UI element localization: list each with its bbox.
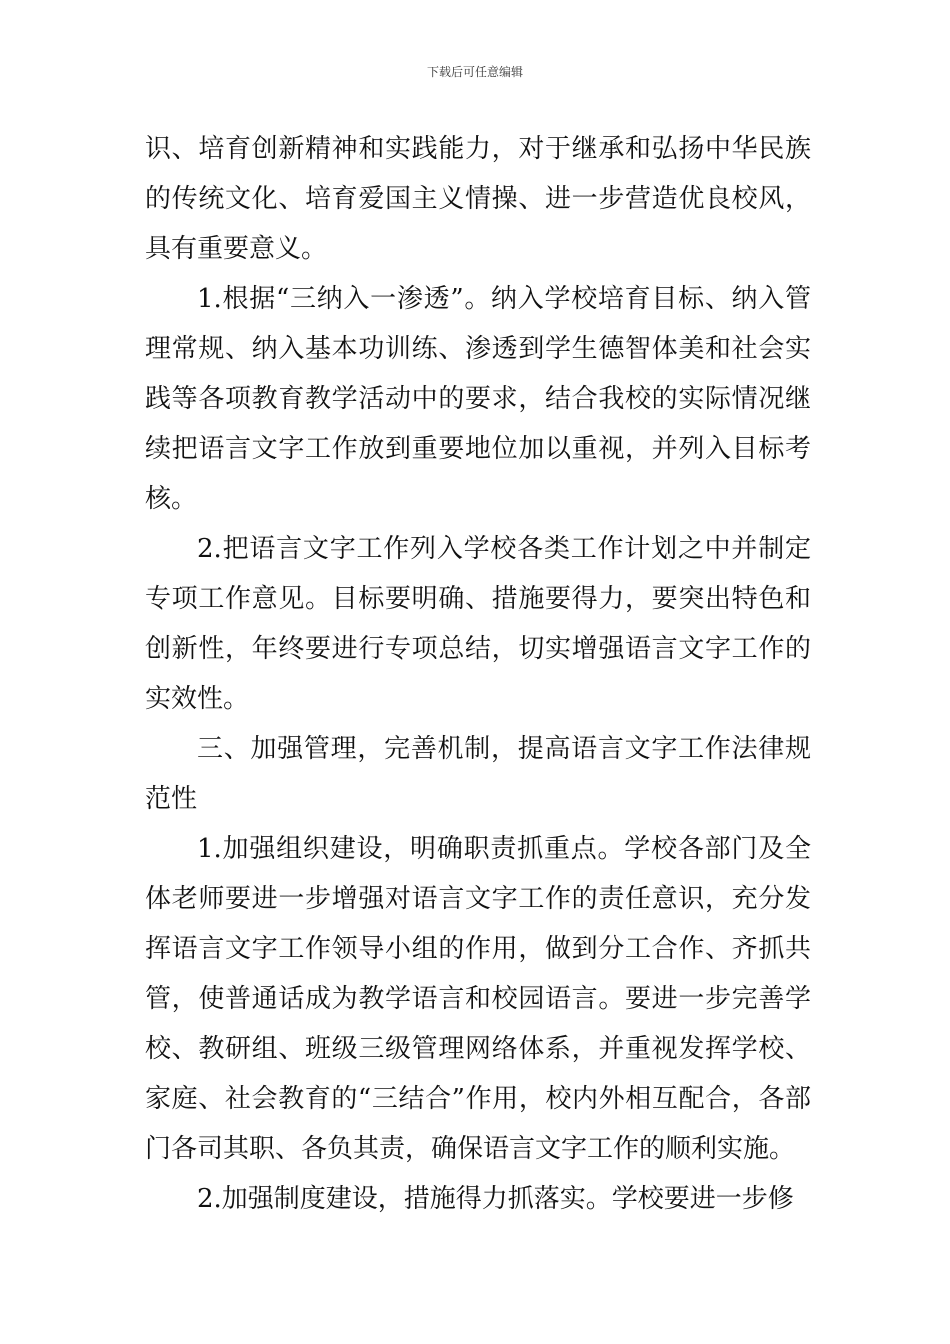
- paragraph-item-2-work-plan: 2.把语言文字工作列入学校各类工作计划之中并制定专项工作意见。目标要明确、措施要得力，要突出特色和创新性，年终要进行专项总结，切实增强语言文字工作的实效性。: [145, 534, 811, 714]
- paragraph-item-1-three-inclusions: 1.根据“三纳入一渗透”。纳入学校培育目标、纳入管理常规、纳入基本功训练、渗透到学生德智体美和社会实践等各项教育教学活动中的要求，结合我校的实际情况继续把语言文字工作放到重要地位加以重视，并列入目标考核。: [145, 284, 811, 514]
- paragraph-item-1-organization: 1.加强组织建设，明确职责抓重点。学校各部门及全体老师要进一步增强对语言文字工作的责任意识，充分发挥语言文字工作领导小组的作用，做到分工合作、齐抓共管，使普通话成为教学语言和校园语言。要进一步完善学校、教研组、班级三级管理网络体系，并重视发挥学校、家庭、社会教育的“三结合”作用，校内外相互配合，各部门各司其职、各负其责，确保语言文字工作的顺利实施。: [145, 834, 811, 1164]
- section-heading-three: 三、加强管理，完善机制，提高语言文字工作法律规范性: [145, 734, 811, 814]
- paragraph-continuation: 识、培育创新精神和实践能力，对于继承和弘扬中华民族的传统文化、培育爱国主义情操、进一步营造优良校风，具有重要意义。: [145, 134, 811, 264]
- page-header: 下载后可任意编辑: [426, 65, 523, 79]
- paragraph-item-2-system: 2.加强制度建设，措施得力抓落实。学校要进一步修: [197, 1184, 794, 1214]
- document-body: [145, 124, 811, 1224]
